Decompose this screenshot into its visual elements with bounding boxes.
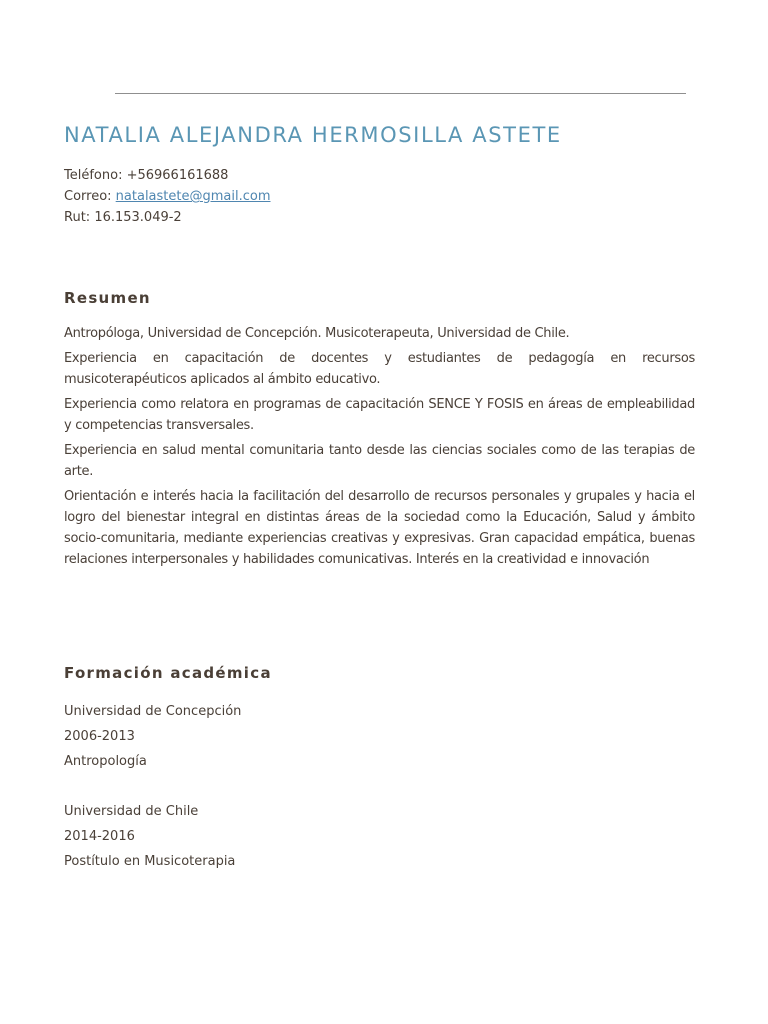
email-label: Correo:	[64, 189, 116, 204]
formacion-section	[64, 699, 241, 899]
education-institution: Universidad de Concepción	[64, 704, 242, 719]
person-name: NATALIA ALEJANDRA HERMOSILLA ASTETE	[64, 123, 562, 147]
phone-label: Teléfono:	[64, 168, 127, 183]
rut-value: 16.153.049-2	[94, 210, 182, 225]
resumen-paragraph: Experiencia en capacitación de docentes y estudiantes de pedagogía en recursos musicoterapéuticos aplicados al ámbito educativo.	[64, 351, 695, 387]
resumen-paragraph: Experiencia como relatora en programas de capacitación SENCE Y FOSIS en áreas de empleabilidad y competencias transversales.	[64, 397, 695, 433]
email-link[interactable]: natalastete@gmail.com	[115, 189, 271, 204]
resumen-paragraph: Experiencia en salud mental comunitaria tanto desde las ciencias sociales como de las terapias de arte.	[64, 443, 695, 479]
rut-line	[64, 207, 271, 228]
rut-label: Rut:	[64, 210, 95, 225]
resumen-section	[64, 323, 695, 574]
phone-line	[64, 165, 271, 186]
resumen-heading: Resumen	[64, 289, 151, 307]
header-divider	[115, 93, 686, 94]
education-years: 2014-2016	[64, 829, 135, 844]
education-entry	[64, 799, 241, 874]
education-institution: Universidad de Chile	[64, 804, 199, 819]
contact-block	[64, 165, 271, 228]
education-years: 2006-2013	[64, 729, 135, 744]
education-entry	[64, 699, 241, 774]
formacion-heading: Formación académica	[64, 664, 272, 682]
education-program: Postítulo en Musicoterapia	[64, 854, 236, 869]
education-program: Antropología	[64, 754, 147, 769]
resumen-paragraph: Orientación e interés hacia la facilitación del desarrollo de recursos personales y grupales y hacia el logro del bienestar integral en distintas áreas de la sociedad como la Educación, Salud y ámbito socio-comunitaria, mediante experiencias creativas y expresivas. Gran capacidad empática, buenas relaciones interpersonales y habilidades comunicativas. Interés en la creatividad e innovación	[64, 489, 695, 567]
email-line	[64, 186, 271, 207]
resumen-paragraph: Antropóloga, Universidad de Concepción. Musicoterapeuta, Universidad de Chile.	[64, 326, 570, 341]
phone-value: +56966161688	[126, 168, 229, 183]
